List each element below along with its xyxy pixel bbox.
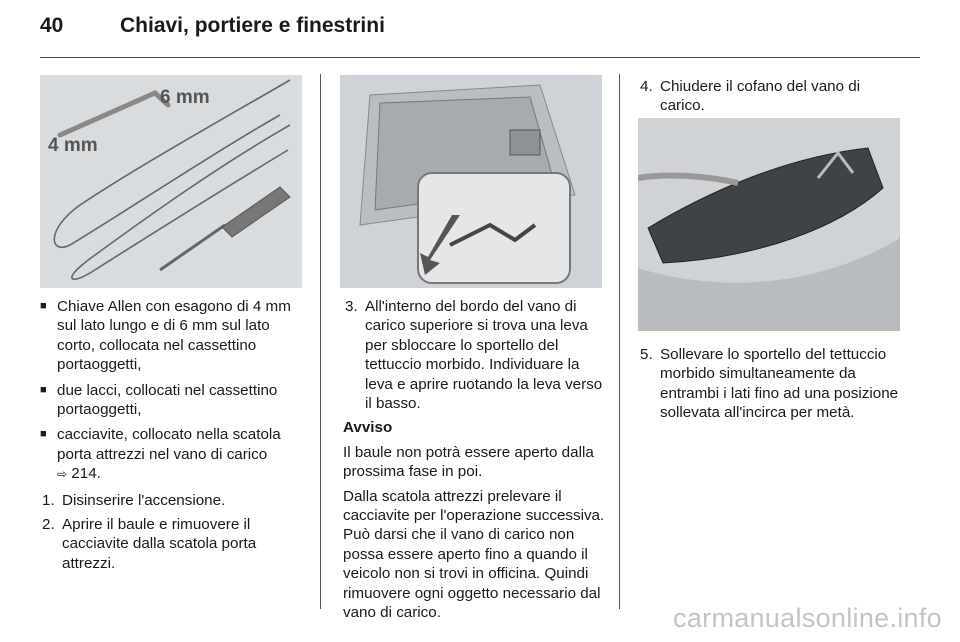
screwdriver-icon [160, 187, 290, 270]
header-rule [40, 57, 920, 58]
step-number: 1. [42, 491, 55, 509]
bullet-text: Chiave Allen con esagono di 4 mm sul lato lungo e di 6 mm sul lato corto, collocata nel cassettino portaoggetti, [57, 298, 291, 374]
softtop-illustration [638, 118, 900, 331]
step-number: 5. [640, 346, 653, 363]
page-reference[interactable]: 214. [71, 465, 101, 483]
step-number: 4. [640, 78, 653, 95]
softtop-drawing [638, 118, 900, 331]
step-text: All'interno del bordo del vano di carico superiore si trova una leva per sbloccare lo sportello del tettuccio morbido. Individuare la leva e aprire ruotando la leva verso il basso. [365, 298, 603, 413]
trunk-lever-illustration [340, 75, 602, 288]
lock-panel-icon [510, 130, 540, 155]
label-4mm: 4 mm [48, 135, 98, 156]
trunk-drawing [340, 75, 602, 288]
bullet-item-screwdriver [40, 425, 305, 484]
square-bullet-icon: ■ [40, 300, 47, 312]
column-3-bottom [638, 345, 904, 428]
step-number: 3. [345, 298, 358, 315]
bullet-item-laces [40, 381, 305, 420]
step-text: Aprire il baule e rimuovere il cacciavite dalla scatola porta attrezzi. [62, 516, 257, 572]
step-number: 2. [42, 516, 55, 534]
note-text-2: Dalla scatola attrezzi prelevare il cacciavite per l'operazione successiva. Può darsi che il vano di carico non possa essere aperto fino a quando il veicolo non si trovi in officina. Quindi rimuovere ogni oggetto necessario dal vano di carico. [343, 487, 605, 622]
square-bullet-icon: ■ [40, 383, 47, 396]
step-text: Chiudere il cofano del vano di carico. [660, 78, 861, 115]
note-text-1: Il baule non potrà essere aperto dalla prossima fase in poi. [343, 443, 594, 481]
bullet-item-allen-key [40, 297, 305, 375]
bullet-text: due lacci, collocati nel cassettino portaoggetti, [57, 381, 278, 419]
column-1 [40, 297, 305, 578]
column-divider-1 [320, 74, 321, 609]
watermark: carmanualsonline.info [673, 603, 942, 633]
step-1 [40, 491, 305, 510]
step-4 [638, 77, 904, 116]
square-bullet-icon: ■ [40, 428, 47, 441]
allen-key-icon [60, 93, 168, 135]
page-number: 40 [40, 14, 64, 37]
tools-drawing [40, 75, 302, 288]
column-3-top [638, 77, 904, 121]
column-divider-2 [619, 74, 620, 609]
bullet-text: cacciavite, collocato nella scatola porta attrezzi nel vano di carico [57, 426, 281, 463]
step-text: Sollevare lo sportello del tettuccio morbido simultaneamente da entrambi i lati fino ad una posizione sollevata all'incirca per metà. [660, 346, 899, 422]
tools-illustration [40, 75, 302, 288]
page-title: Chiavi, portiere e finestrini [120, 14, 385, 37]
column-2 [343, 297, 605, 628]
label-6mm: 6 mm [160, 87, 210, 108]
page-ref-arrow-icon: ⇨ [57, 467, 68, 482]
note-title: Avviso [343, 419, 393, 437]
step-3 [343, 297, 605, 413]
step-2 [40, 515, 305, 573]
step-text: Disinserire l'accensione. [62, 491, 226, 509]
step-5 [638, 345, 904, 423]
